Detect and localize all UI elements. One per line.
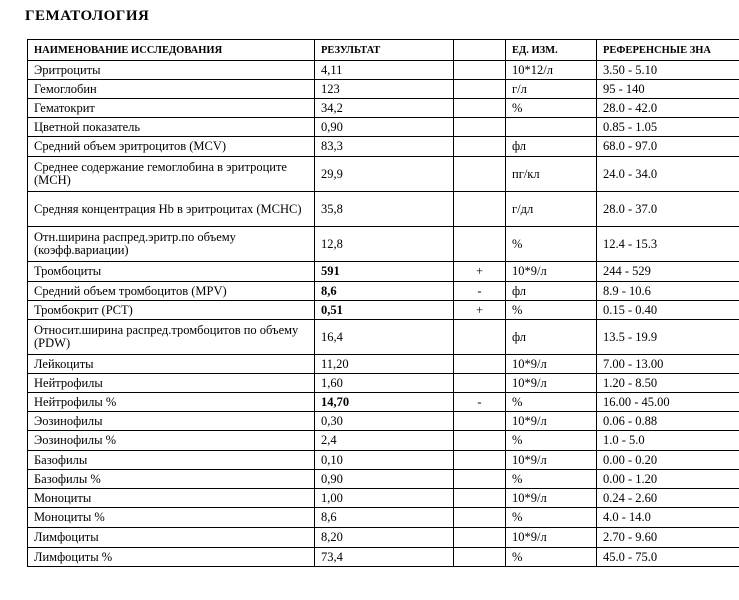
- table-row: [28, 80, 739, 99]
- flag-cell: [454, 227, 506, 262]
- flag-cell: [454, 508, 506, 528]
- test-name-cell: Среднее содержание гемоглобина в эритроците (MCH): [28, 157, 315, 192]
- reference-range-cell: 0.85 - 1.05: [597, 118, 739, 137]
- reference-range-cell: 244 - 529: [597, 262, 739, 282]
- table-row: [28, 157, 739, 192]
- table-row: [28, 374, 739, 393]
- header-result: РЕЗУЛЬТАТ: [315, 40, 454, 61]
- table-row: [28, 431, 739, 451]
- test-name-cell: Лейкоциты: [28, 355, 315, 374]
- table-row: [28, 393, 739, 412]
- unit-cell: [506, 118, 597, 137]
- flag-cell: [454, 118, 506, 137]
- test-name-cell: Нейтрофилы: [28, 374, 315, 393]
- unit-cell: %: [506, 227, 597, 262]
- test-name-cell: Базофилы: [28, 451, 315, 470]
- table-row: [28, 301, 739, 320]
- unit-cell: 10*9/л: [506, 489, 597, 508]
- test-name-cell: Нейтрофилы %: [28, 393, 315, 412]
- result-cell: 14,70: [315, 393, 454, 412]
- result-cell: 34,2: [315, 99, 454, 118]
- result-cell: 12,8: [315, 227, 454, 262]
- table-row: [28, 99, 739, 118]
- table-row: [28, 320, 739, 355]
- table-row: [28, 548, 739, 567]
- reference-range-cell: 28.0 - 37.0: [597, 192, 739, 227]
- test-name-cell: Моноциты: [28, 489, 315, 508]
- test-name-cell: Средний объем тромбоцитов (MPV): [28, 282, 315, 301]
- unit-cell: 10*9/л: [506, 262, 597, 282]
- reference-range-cell: 7.00 - 13.00: [597, 355, 739, 374]
- test-name-cell: Гемоглобин: [28, 80, 315, 99]
- unit-cell: г/л: [506, 80, 597, 99]
- reference-range-cell: 45.0 - 75.0: [597, 548, 739, 567]
- reference-range-cell: 0.24 - 2.60: [597, 489, 739, 508]
- section-title: ГЕМАТОЛОГИЯ: [25, 8, 150, 24]
- table-row: [28, 528, 739, 548]
- result-cell: 123: [315, 80, 454, 99]
- table-row: [28, 355, 739, 374]
- flag-cell: [454, 61, 506, 80]
- result-cell: 0,90: [315, 118, 454, 137]
- test-name-cell: Эритроциты: [28, 61, 315, 80]
- unit-cell: 10*9/л: [506, 451, 597, 470]
- unit-cell: %: [506, 548, 597, 567]
- table-header-row: [28, 40, 739, 61]
- header-unit: ЕД. ИЗМ.: [506, 40, 597, 61]
- test-name-cell: Лимфоциты %: [28, 548, 315, 567]
- unit-cell: 10*9/л: [506, 374, 597, 393]
- table-row: [28, 282, 739, 301]
- test-name-cell: Тромбоциты: [28, 262, 315, 282]
- flag-cell: [454, 489, 506, 508]
- flag-cell: +: [454, 262, 506, 282]
- unit-cell: %: [506, 393, 597, 412]
- result-cell: 16,4: [315, 320, 454, 355]
- result-cell: 8,20: [315, 528, 454, 548]
- reference-range-cell: 0.00 - 1.20: [597, 470, 739, 489]
- header-flag: [454, 40, 506, 61]
- reference-range-cell: 16.00 - 45.00: [597, 393, 739, 412]
- test-name-cell: Эозинофилы: [28, 412, 315, 431]
- flag-cell: +: [454, 301, 506, 320]
- reference-range-cell: 3.50 - 5.10: [597, 61, 739, 80]
- result-cell: 4,11: [315, 61, 454, 80]
- unit-cell: 10*9/л: [506, 528, 597, 548]
- result-cell: 29,9: [315, 157, 454, 192]
- result-cell: 73,4: [315, 548, 454, 567]
- header-test-name: НАИМЕНОВАНИЕ ИССЛЕДОВАНИЯ: [28, 40, 315, 61]
- reference-range-cell: 2.70 - 9.60: [597, 528, 739, 548]
- result-cell: 1,60: [315, 374, 454, 393]
- table-row: [28, 262, 739, 282]
- reference-range-cell: 8.9 - 10.6: [597, 282, 739, 301]
- unit-cell: 10*12/л: [506, 61, 597, 80]
- reference-range-cell: 95 - 140: [597, 80, 739, 99]
- unit-cell: %: [506, 508, 597, 528]
- reference-range-cell: 0.06 - 0.88: [597, 412, 739, 431]
- result-cell: 8,6: [315, 282, 454, 301]
- reference-range-cell: 4.0 - 14.0: [597, 508, 739, 528]
- table-row: [28, 470, 739, 489]
- flag-cell: [454, 470, 506, 489]
- result-cell: 591: [315, 262, 454, 282]
- result-cell: 83,3: [315, 137, 454, 157]
- test-name-cell: Средний объем эритроцитов (MCV): [28, 137, 315, 157]
- reference-range-cell: 0.00 - 0.20: [597, 451, 739, 470]
- test-name-cell: Отн.ширина распред.эритр.по объему (коэфф.вариации): [28, 227, 315, 262]
- flag-cell: [454, 80, 506, 99]
- result-cell: 8,6: [315, 508, 454, 528]
- flag-cell: [454, 548, 506, 567]
- flag-cell: [454, 99, 506, 118]
- test-name-cell: Тромбокрит (PCT): [28, 301, 315, 320]
- table-row: [28, 227, 739, 262]
- reference-range-cell: 1.0 - 5.0: [597, 431, 739, 451]
- unit-cell: %: [506, 301, 597, 320]
- result-cell: 1,00: [315, 489, 454, 508]
- flag-cell: [454, 431, 506, 451]
- test-name-cell: Лимфоциты: [28, 528, 315, 548]
- flag-cell: [454, 528, 506, 548]
- flag-cell: [454, 412, 506, 431]
- flag-cell: -: [454, 393, 506, 412]
- test-name-cell: Цветной показатель: [28, 118, 315, 137]
- result-cell: 0,51: [315, 301, 454, 320]
- reference-range-cell: 13.5 - 19.9: [597, 320, 739, 355]
- flag-cell: [454, 374, 506, 393]
- reference-range-cell: 1.20 - 8.50: [597, 374, 739, 393]
- unit-cell: пг/кл: [506, 157, 597, 192]
- flag-cell: [454, 320, 506, 355]
- table-row: [28, 137, 739, 157]
- test-name-cell: Относит.ширина распред.тромбоцитов по объему (PDW): [28, 320, 315, 355]
- result-cell: 35,8: [315, 192, 454, 227]
- hematology-table: [27, 39, 739, 567]
- test-name-cell: Базофилы %: [28, 470, 315, 489]
- table-row: [28, 451, 739, 470]
- result-cell: 11,20: [315, 355, 454, 374]
- table-row: [28, 61, 739, 80]
- flag-cell: [454, 192, 506, 227]
- table-row: [28, 412, 739, 431]
- result-cell: 0,90: [315, 470, 454, 489]
- table-row: [28, 508, 739, 528]
- unit-cell: %: [506, 99, 597, 118]
- reference-range-cell: 0.15 - 0.40: [597, 301, 739, 320]
- unit-cell: фл: [506, 137, 597, 157]
- unit-cell: фл: [506, 282, 597, 301]
- reference-range-cell: 24.0 - 34.0: [597, 157, 739, 192]
- test-name-cell: Эозинофилы %: [28, 431, 315, 451]
- table-row: [28, 118, 739, 137]
- unit-cell: 10*9/л: [506, 412, 597, 431]
- test-name-cell: Средняя концентрация Hb в эритроцитах (MCHC): [28, 192, 315, 227]
- unit-cell: г/дл: [506, 192, 597, 227]
- table-row: [28, 489, 739, 508]
- unit-cell: 10*9/л: [506, 355, 597, 374]
- result-cell: 2,4: [315, 431, 454, 451]
- table-row: [28, 192, 739, 227]
- flag-cell: [454, 451, 506, 470]
- unit-cell: %: [506, 431, 597, 451]
- flag-cell: -: [454, 282, 506, 301]
- reference-range-cell: 28.0 - 42.0: [597, 99, 739, 118]
- flag-cell: [454, 137, 506, 157]
- flag-cell: [454, 355, 506, 374]
- unit-cell: %: [506, 470, 597, 489]
- reference-range-cell: 12.4 - 15.3: [597, 227, 739, 262]
- result-cell: 0,30: [315, 412, 454, 431]
- result-cell: 0,10: [315, 451, 454, 470]
- flag-cell: [454, 157, 506, 192]
- header-reference: РЕФЕРЕНСНЫЕ ЗНА: [597, 40, 739, 61]
- test-name-cell: Моноциты %: [28, 508, 315, 528]
- unit-cell: фл: [506, 320, 597, 355]
- test-name-cell: Гематокрит: [28, 99, 315, 118]
- reference-range-cell: 68.0 - 97.0: [597, 137, 739, 157]
